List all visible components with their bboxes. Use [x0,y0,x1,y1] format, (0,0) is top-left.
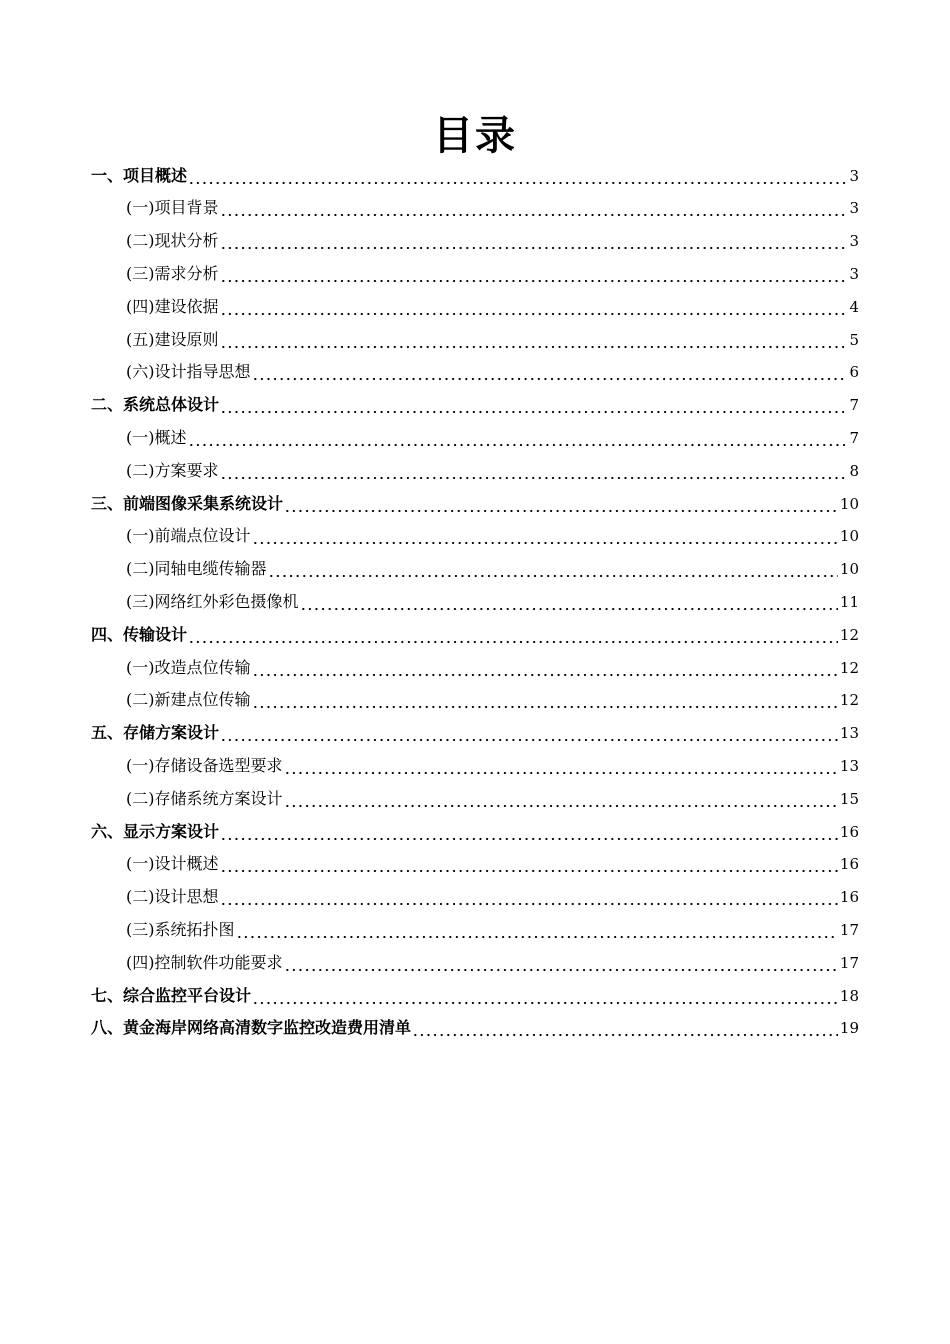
toc-page-number: 11 [839,592,859,611]
toc-dot-leader [284,494,838,514]
toc-page-number: 3 [849,166,859,185]
toc-entry-title: 一、项目概述 [91,165,188,185]
toc-chapter-entry[interactable] [91,389,859,422]
toc-dot-leader [220,854,838,874]
toc-dot-leader [412,1018,838,1038]
toc-entry-title: (二)方案要求 [126,460,219,480]
toc-chapter-entry[interactable] [91,815,859,848]
toc-page-number: 8 [849,461,859,480]
toc-entry-title: (一)前端点位设计 [126,526,251,546]
toc-page-number: 13 [839,756,859,775]
toc-page-number: 17 [839,920,859,939]
toc-dot-leader [220,198,848,218]
toc-section-entry[interactable] [126,454,859,487]
toc-entry-title: (三)系统拓扑图 [126,919,235,939]
toc-page-number: 7 [849,428,859,447]
toc-dot-leader [252,658,838,678]
toc-dot-leader [284,953,838,973]
toc-section-entry[interactable] [126,553,859,586]
toc-section-entry[interactable] [126,913,859,946]
toc-dot-leader [268,559,838,579]
toc-section-entry[interactable] [126,257,859,290]
toc-section-entry[interactable] [126,651,859,684]
toc-entry-title: (二)同轴电缆传输器 [126,559,267,579]
toc-page-number: 12 [839,625,859,644]
toc-entry-title: 八、黄金海岸网络高清数字监控改造费用清单 [91,1018,412,1038]
toc-entry-title: 四、传输设计 [91,624,188,644]
toc-entry-title: (一)存储设备选型要求 [126,755,283,775]
toc-dot-leader [220,723,838,743]
toc-dot-leader [220,264,848,284]
toc-page-number: 18 [839,986,859,1005]
toc-entry-title: 五、存储方案设计 [91,723,220,743]
toc-dot-leader [220,822,838,842]
toc-entry-title: (五)建设原则 [126,329,219,349]
toc-entry-title: (四)控制软件功能要求 [126,952,283,972]
toc-page-number: 10 [839,560,859,579]
toc-dot-leader [284,756,838,776]
toc-entry-title: 三、前端图像采集系统设计 [91,493,284,513]
toc-entry-title: (六)设计指导思想 [126,362,251,382]
toc-section-entry[interactable] [126,585,859,618]
toc-dot-leader [252,362,848,382]
toc-section-entry[interactable] [126,848,859,881]
toc-dot-leader [220,330,848,350]
toc-dot-leader [188,625,838,645]
toc-page-number: 16 [839,855,859,874]
toc-entry-title: (一)改造点位传输 [126,657,251,677]
toc-page-number: 6 [849,363,859,382]
toc-page-number: 16 [839,888,859,907]
toc-entry-title: (二)设计思想 [126,887,219,907]
toc-page-number: 3 [849,199,859,218]
toc-page-number: 12 [839,691,859,710]
toc-entry-title: (二)新建点位传输 [126,690,251,710]
toc-page-number: 7 [849,396,859,415]
toc-chapter-entry[interactable] [91,618,859,651]
toc-section-entry[interactable] [126,323,859,356]
toc-chapter-entry[interactable] [91,159,859,192]
toc-page-number: 3 [849,232,859,251]
toc-dot-leader [236,920,838,940]
toc-entry-title: (三)需求分析 [126,263,219,283]
toc-section-entry[interactable] [126,520,859,553]
toc-page-number: 10 [839,527,859,546]
toc-dot-leader [220,231,848,251]
toc-page-number: 13 [839,724,859,743]
toc-section-entry[interactable] [126,881,859,914]
toc-dot-leader [220,395,847,415]
toc-section-entry[interactable] [126,946,859,979]
toc-page-number: 19 [839,1019,859,1038]
toc-section-entry[interactable] [126,749,859,782]
toc-page-number: 5 [849,330,859,349]
toc-page-number: 4 [849,297,859,316]
toc-chapter-entry[interactable] [91,487,859,520]
toc-section-entry[interactable] [126,192,859,225]
toc-entry-title: 六、显示方案设计 [91,821,220,841]
toc-page-number: 12 [839,658,859,677]
toc-chapter-entry[interactable] [91,1012,859,1045]
toc-dot-leader [252,986,838,1006]
toc-dot-leader [300,592,838,612]
toc-entry-title: (四)建设依据 [126,296,219,316]
toc-entry-title: (一)项目背景 [126,198,219,218]
toc-section-entry[interactable] [126,290,859,323]
toc-section-entry[interactable] [126,782,859,815]
toc-dot-leader [220,297,848,317]
toc-chapter-entry[interactable] [91,717,859,750]
toc-dot-leader [284,789,838,809]
toc-section-entry[interactable] [126,684,859,717]
toc-section-entry[interactable] [126,225,859,258]
toc-dot-leader [220,461,848,481]
toc-entry-title: 七、综合监控平台设计 [91,985,252,1005]
toc-dot-leader [188,428,848,448]
toc-entry-title: (二)存储系统方案设计 [126,788,283,808]
toc-dot-leader [252,526,838,546]
toc-entry-title: (二)现状分析 [126,231,219,251]
toc-title: 目录 [433,113,517,159]
toc-entry-title: (一)设计概述 [126,854,219,874]
toc-page-number: 10 [839,494,859,513]
toc-page-number: 15 [839,789,859,808]
toc-dot-leader [220,887,838,907]
toc-page-number: 16 [839,822,859,841]
toc-entry-title: (一)概述 [126,427,187,447]
toc-dot-leader [252,690,838,710]
toc-section-entry[interactable] [126,421,859,454]
toc-section-entry[interactable] [126,356,859,389]
toc-dot-leader [188,166,847,186]
toc-chapter-entry[interactable] [91,979,859,1012]
toc-entry-title: 二、系统总体设计 [91,395,220,415]
toc-page-number: 3 [849,264,859,283]
toc-entry-title: (三)网络红外彩色摄像机 [126,591,299,611]
toc-page-number: 17 [839,953,859,972]
